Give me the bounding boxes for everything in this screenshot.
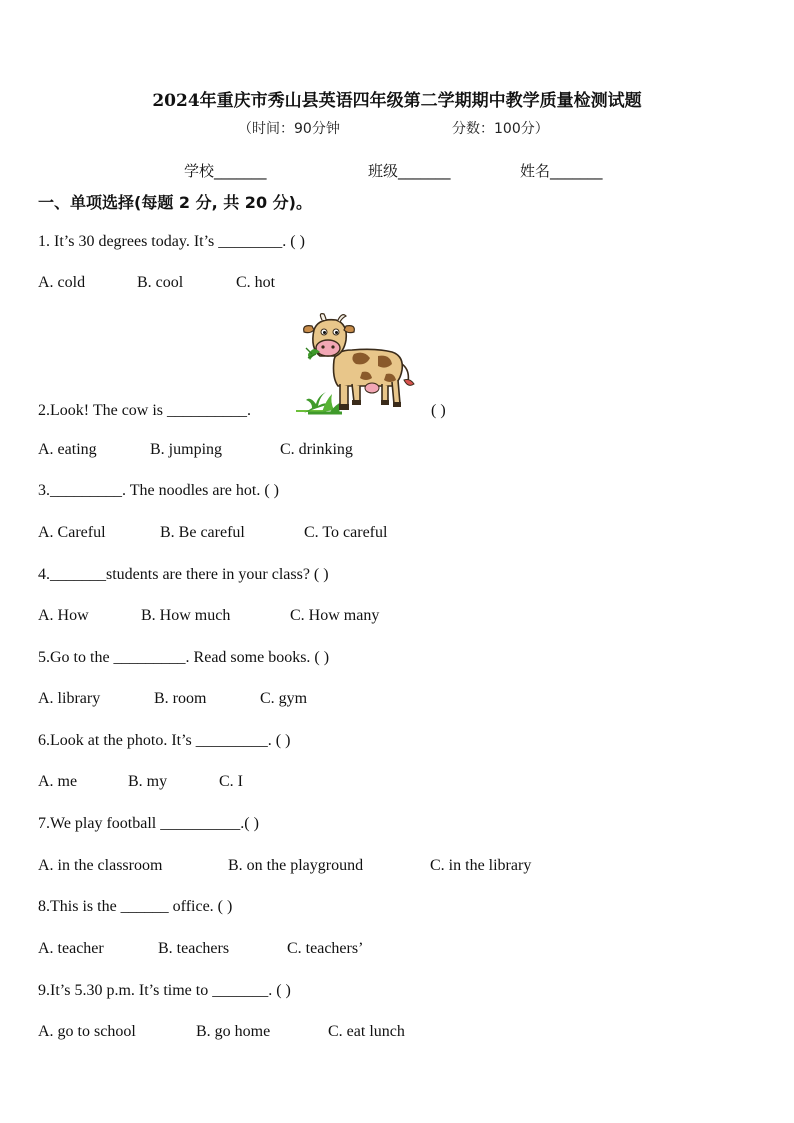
name-field: 姓名_______ — [520, 162, 603, 180]
page-title: 2024年重庆市秀山县英语四年级第二学期期中教学质量检测试题 — [152, 91, 642, 111]
option-a: A. eating — [38, 441, 97, 458]
option-b: B. room — [154, 690, 207, 707]
option-a: A. teacher — [38, 940, 104, 957]
option-a: A. go to school — [38, 1023, 136, 1040]
exam-time: （时间：90分钟 — [238, 121, 340, 137]
option-a: A. in the classroom — [38, 857, 163, 874]
question-9: 9.It’s 5.30 p.m. It’s time to _______. ( ) — [38, 982, 291, 999]
question-3: 3._________. The noodles are hot. ( ) — [38, 482, 279, 499]
option-b: B. teachers — [158, 940, 230, 957]
question-8: 8.This is the ______ office. ( ) — [38, 898, 233, 915]
question-2: 2.Look! The cow is __________. — [38, 402, 252, 419]
option-b: B. on the playground — [228, 857, 364, 874]
option-b: B. my — [128, 773, 168, 790]
option-c: C. in the library — [430, 857, 532, 874]
question-7: 7.We play football __________.( ) — [38, 815, 259, 832]
option-c: C. To careful — [304, 524, 388, 541]
option-c: C. hot — [236, 274, 276, 291]
option-a: A. library — [38, 690, 101, 707]
option-c: C. drinking — [280, 441, 353, 458]
option-b: B. cool — [137, 274, 184, 291]
option-a: A. How — [38, 607, 89, 624]
question-1: 1. It’s 30 degrees today. It’s ________. ( ) — [38, 233, 305, 250]
option-a: A. cold — [38, 274, 86, 291]
exam-score: 分数：100分） — [452, 121, 549, 137]
question-4: 4._______students are there in your class? ( ) — [38, 566, 329, 583]
question-6: 6.Look at the photo. It’s _________. ( ) — [38, 732, 291, 749]
option-c: C. teachers’ — [287, 940, 364, 957]
option-b: B. Be careful — [160, 524, 245, 541]
school-field: 学校_______ — [184, 162, 267, 180]
class-field: 班级_______ — [368, 162, 451, 180]
section-heading: 一、单项选择(每题 2 分, 共 20 分)。 — [38, 193, 312, 212]
option-a: A. me — [38, 773, 78, 790]
option-c: C. I — [219, 773, 243, 790]
option-a: A. Careful — [38, 524, 106, 541]
question-5: 5.Go to the _________. Read some books. ( ) — [38, 649, 330, 666]
cow-illustration — [296, 312, 420, 418]
option-c: C. eat lunch — [328, 1023, 405, 1040]
option-c: C. gym — [260, 690, 308, 707]
option-c: C. How many — [290, 607, 380, 624]
option-b: B. How much — [141, 607, 231, 624]
option-b: B. go home — [196, 1023, 271, 1040]
option-b: B. jumping — [150, 441, 223, 458]
question-2-paren: ( ) — [431, 402, 446, 419]
